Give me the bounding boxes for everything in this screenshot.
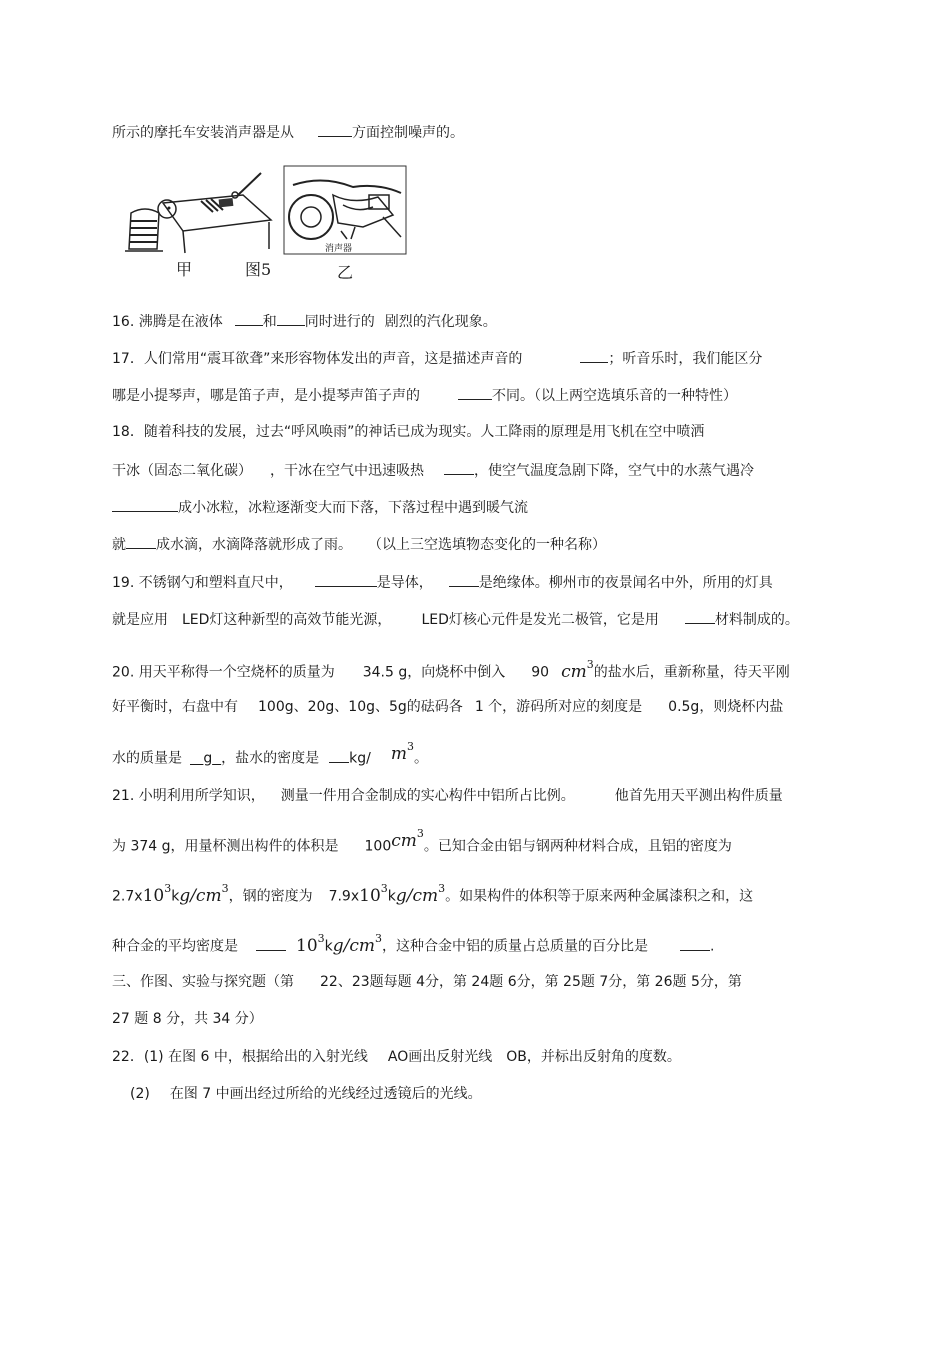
figure-5-jia-image bbox=[123, 165, 273, 257]
answer-blank[interactable] bbox=[580, 349, 608, 363]
q18-line-1: 18．随着科技的发展，过去“呼风唤雨”的神话已成为现实。人工降雨的原理是用飞机在空中喷洒 bbox=[112, 424, 705, 440]
q22-line-1: 22．(1) 在图 6 中，根据给出的入射光线 AO画出反射光线 OB，并标出反射角的度数。 bbox=[112, 1049, 681, 1065]
answer-blank[interactable] bbox=[315, 573, 377, 587]
q21-line-2: 为 374 g，用量杯测出构件的体积是 $100cm^3$。已知合金由铝与钢两种材料合成，且铝的密度为 bbox=[112, 827, 732, 855]
q17-line-1: 17．人们常用“震耳欲聋”来形容物体发出的声音，这是描述声音的 ；听音乐时，我们能区分 bbox=[112, 351, 763, 367]
figure-label-jia: 甲 bbox=[176, 260, 193, 279]
unit-g-per-cm3: $g/cm^3$ bbox=[332, 932, 383, 956]
figure-5-caption: 图5 bbox=[245, 260, 272, 279]
q17-line-2: 哪是小提琴声，哪是笛子声，是小提琴声笛子声的 不同。（以上两空选填乐音的一种特性） bbox=[112, 388, 737, 404]
q18-line-4: 就 成水滴，水滴降落就形成了雨。 （以上三空选填物态变化的一种名称） bbox=[112, 537, 606, 553]
figure-5-yi-motorcycle-image bbox=[283, 165, 407, 255]
power-of-ten: $10^3$ bbox=[296, 932, 325, 956]
q20-line-3: 水的质量是 g ，盐水的密度是 kg/ $m^3$。 bbox=[112, 740, 428, 767]
answer-blank[interactable] bbox=[277, 312, 305, 326]
q22-line-2: (2) 在图 7 中画出经过所给的光线经过透镜后的光线。 bbox=[130, 1086, 482, 1102]
unit-m3: $m^3$ bbox=[390, 740, 414, 764]
answer-blank[interactable] bbox=[126, 535, 156, 549]
q20-line-2: 好平衡时，右盘中有 100g、20g、10g、5g的砝码各 1 个，游码所对应的刻度是 0.5g，则烧杯内盐 bbox=[112, 699, 784, 715]
q18-line-3: 成小冰粒，冰粒逐渐变大而下落，下落过程中遇到暖气流 bbox=[112, 498, 528, 517]
q16-line: 16. 沸腾是在液体 和 同时进行的 剧烈的汽化现象。 bbox=[112, 314, 497, 330]
power-of-ten: $10^3$ bbox=[142, 882, 172, 906]
answer-blank[interactable] bbox=[112, 498, 178, 512]
answer-blank[interactable] bbox=[318, 123, 352, 137]
unit-g-per-cm3: $g/cm^3$ bbox=[395, 882, 446, 906]
figure-label-yi: 乙 bbox=[337, 263, 354, 282]
q19-line-2: 就是应用 LED灯这种新型的高效节能光源， LED灯核心元件是发光二极管，它是用 材料制成的。 bbox=[112, 612, 799, 628]
q20-line-1: 20. 用天平称得一个空烧杯的质量为 34.5 g，向烧杯中倒入 90 $cm^3$的盐水后，重新称量，待天平刚 bbox=[112, 658, 790, 682]
unit-cm3: $cm^3$ bbox=[391, 827, 424, 851]
q19-line-1: 19. 不锈钢勺和塑料直尺中， 是导体， 是绝缘体。柳州市的夜景闻名中外，所用的灯具 bbox=[112, 575, 773, 591]
answer-blank[interactable] bbox=[449, 573, 479, 587]
q21-line-3: $2.7x10^3kg/cm^3$，钢的密度为 $7.9x10^3kg/cm^3$。如果构件的体积等于原来两种金属漆积之和，这 bbox=[112, 882, 754, 906]
unit-g-per-cm3: $g/cm^3$ bbox=[179, 882, 229, 906]
q18-line-2: 干冰（固态二氧化碳） ，干冰在空气中迅速吸热 ，使空气温度急剧下降，空气中的水蒸气遇冷 bbox=[112, 463, 754, 479]
q15-line: 所示的摩托车安装消声器是从 方面控制噪声的。 bbox=[112, 125, 464, 141]
answer-blank[interactable]: g bbox=[203, 750, 213, 767]
answer-blank[interactable] bbox=[329, 749, 349, 763]
answer-blank[interactable] bbox=[685, 610, 715, 624]
answer-blank[interactable] bbox=[235, 312, 263, 326]
section-3-heading-line-1: 三、作图、实验与探究题（第 22、23题每题 4分，第 24题 6分，第 25题 7分，第 26题 5分，第 bbox=[112, 974, 742, 990]
unit-cm3: $cm^3$ bbox=[561, 658, 594, 682]
muffler-label: 消声器 bbox=[325, 244, 353, 254]
q21-line-1: 21. 小明利用所学知识， 测量一件用合金制成的实心构件中铝所占比例。 他首先用天平测出构件质量 bbox=[112, 788, 783, 804]
answer-blank[interactable] bbox=[458, 386, 492, 400]
answer-blank[interactable] bbox=[680, 937, 710, 951]
power-of-ten: $10^3$ bbox=[359, 882, 388, 906]
q21-line-4: 种合金的平均密度是 $10^3kg/cm^3$，这种合金中铝的质量占总质量的百分比是 . bbox=[112, 932, 715, 956]
answer-blank[interactable] bbox=[256, 937, 286, 951]
answer-blank[interactable] bbox=[444, 461, 474, 475]
section-3-heading-line-2: 27 题 8 分，共 34 分） bbox=[112, 1011, 263, 1027]
